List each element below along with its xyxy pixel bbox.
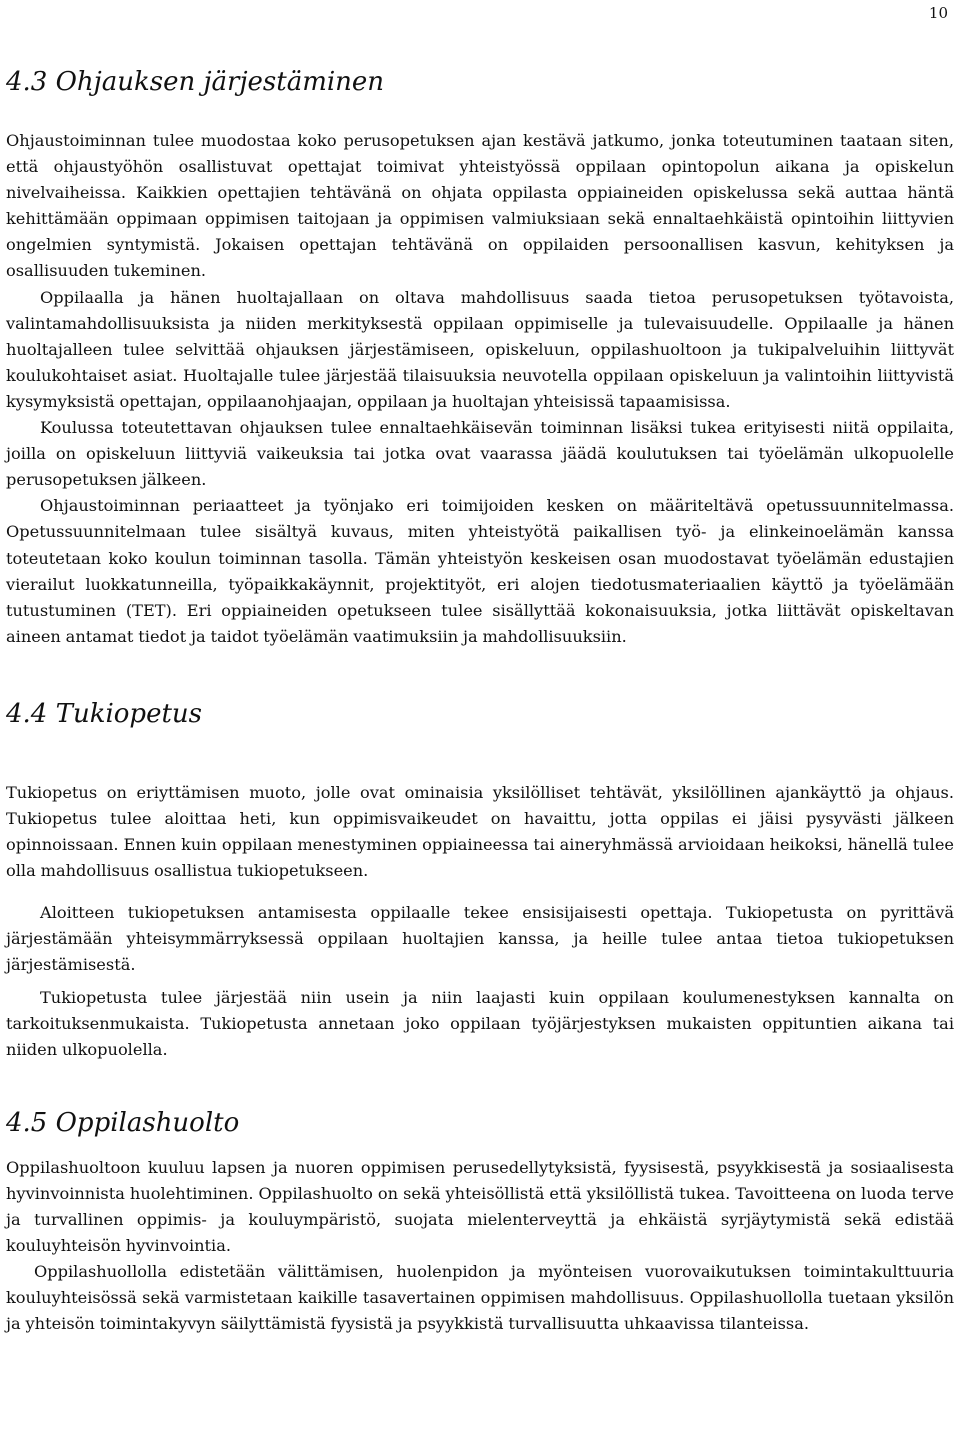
section-heading: 4.3 Ohjauksen järjestäminen: [6, 67, 385, 97]
section-heading: 4.4 Tukiopetus: [6, 698, 202, 729]
paragraph: Aloitteen tukiopetuksen antamisesta oppilaalle tekee ensisijaisesti opettaja. Tukiopetusta on pyrittävä järjestämään yhteisymmärryksessä oppilaan huoltajien kanssa, ja heille tulee antaa tietoa tukiopetuksen järjestämisestä.: [6, 903, 954, 975]
section-oppilashuolto: [6, 1103, 954, 1338]
section-ohjauksen-jarjestaminen: [6, 62, 954, 650]
section-tukiopetus: [6, 694, 954, 1063]
page-content: [6, 62, 954, 1337]
paragraph: Ohjaustoiminnan tulee muodostaa koko perusopetuksen ajan kestävä jatkumo, jonka toteutuminen taataan siten, että ohjaustyöhön osallistuvat opettajat toimivat yhteistyössä oppilaan opintopolun aikana ja opiskelun nivelvaiheissa. Kaikkien opettajien tehtävänä on ohjata oppilasta oppiaineiden opiskelussa sekä auttaa häntä kehittämään oppimaan oppimisen taitojaan ja oppimisen valmiuksiaan sekä ennaltaehkäistä opintoihin liittyvien ongelmien syntymistä. Jokaisen opettajan tehtävänä on oppilaiden persoonallisen kasvun, kehityksen ja osallisuuden tukeminen.: [6, 131, 954, 281]
paragraph: Oppilashuollolla edistetään välittämisen, huolenpidon ja myönteisen vuorovaikutuksen toimintakulttuuria kouluyhteisössä sekä varmistetaan kaikille tasavertainen oppimisen mahdollisuus. Oppilashuollolla tuetaan yksilön ja yhteisön toimintakyvyn säilyttämistä fyysistä ja psyykkistä turvallisuutta uhkaavissa tilanteissa.: [6, 1262, 954, 1334]
paragraph: Koulussa toteutettavan ohjauksen tulee ennaltaehkäisevän toiminnan lisäksi tukea erityisesti niitä oppilaita, joilla on opiskeluun liittyviä vaikeuksia tai jotka ovat vaarassa jäädä koulutuksen tai työelämän ulkopuolelle perusopetuksen jälkeen.: [6, 418, 954, 490]
paragraph: Oppilashuoltoon kuuluu lapsen ja nuoren oppimisen perusedellytyksistä, fyysisestä, psyykkisestä ja sosiaalisesta hyvinvoinnista huolehtiminen. Oppilashuolto on sekä yhteisöllistä että yksilöllistä tukea. Tavoitteena on luoda terve ja turvallinen oppimis- ja kouluympäristö, suojata mielenterveyttä ja ehkäistä syrjäytymistä sekä edistää kouluyhteisön hyvinvointia.: [6, 1157, 954, 1256]
page-number: 10: [928, 4, 948, 22]
paragraph: Oppilaalla ja hänen huoltajallaan on oltava mahdollisuus saada tietoa perusopetuksen työtavoista, valintamahdollisuuksista ja niiden merkityksestä oppilaan oppimiselle ja tulevaisuudelle. Oppilaalle ja hänen huoltajalleen tulee selvittää ohjauksen järjestämiseen, opiskeluun, oppilashuoltoon ja tukipalveluihin liittyvät koulukohtaiset asiat. Huoltajalle tulee järjestää tilaisuuksia neuvotella oppilaan opiskeluun ja valintoihin liittyvistä kysymyksistä opettajan, oppilaanohjaajan, oppilaan ja huoltajan yhteisissä tapaamisissa.: [6, 287, 954, 411]
paragraph: Tukiopetusta tulee järjestää niin usein ja niin laajasti kuin oppilaan koulumenestyksen kannalta on tarkoituksenmukaista. Tukiopetusta annetaan joko oppilaan työjärjestyksen mukaisten oppituntien aikana tai niiden ulkopuolella.: [6, 987, 954, 1059]
paragraph: Tukiopetus on eriyttämisen muoto, jolle ovat ominaisia yksilölliset tehtävät, yksilöllinen ajankäyttö ja ohjaus. Tukiopetus tulee aloittaa heti, kun oppimisvaikeudet on havaittu, jotta oppilas ei jäisi pysyvästi jälkeen opinnoissaan. Ennen kuin oppilaan menestyminen oppiaineessa tai aineryhmässä arvioidaan heikoksi, hänellä tulee olla mahdollisuus osallistua tukiopetukseen.: [6, 782, 954, 881]
paragraph: Ohjaustoiminnan periaatteet ja työnjako eri toimijoiden kesken on määriteltävä opetussuunnitelmassa. Opetussuunnitelmaan tulee sisältyä kuvaus, miten yhteistyötä paikallisen työ- ja elinkeinoelämän kanssa toteutetaan koko koulun toiminnan tasolla. Tämän yhteistyön keskeisen osan muodostavat työelämän edustajien vierailut luokkatunneilla, työpaikkakäynnit, projektityöt, eri alojen tiedotusmateriaalien käyttö ja työelämään tutustuminen (TET). Eri oppiaineiden opetukseen tulee sisällyttää kokonaisuuksia, jotka liittävät opiskeltavan aineen antamat tiedot ja taidot työelämän vaatimuksiin ja mahdollisuuksiin.: [6, 496, 954, 646]
section-heading: 4.5 Oppilashuolto: [6, 1107, 240, 1138]
